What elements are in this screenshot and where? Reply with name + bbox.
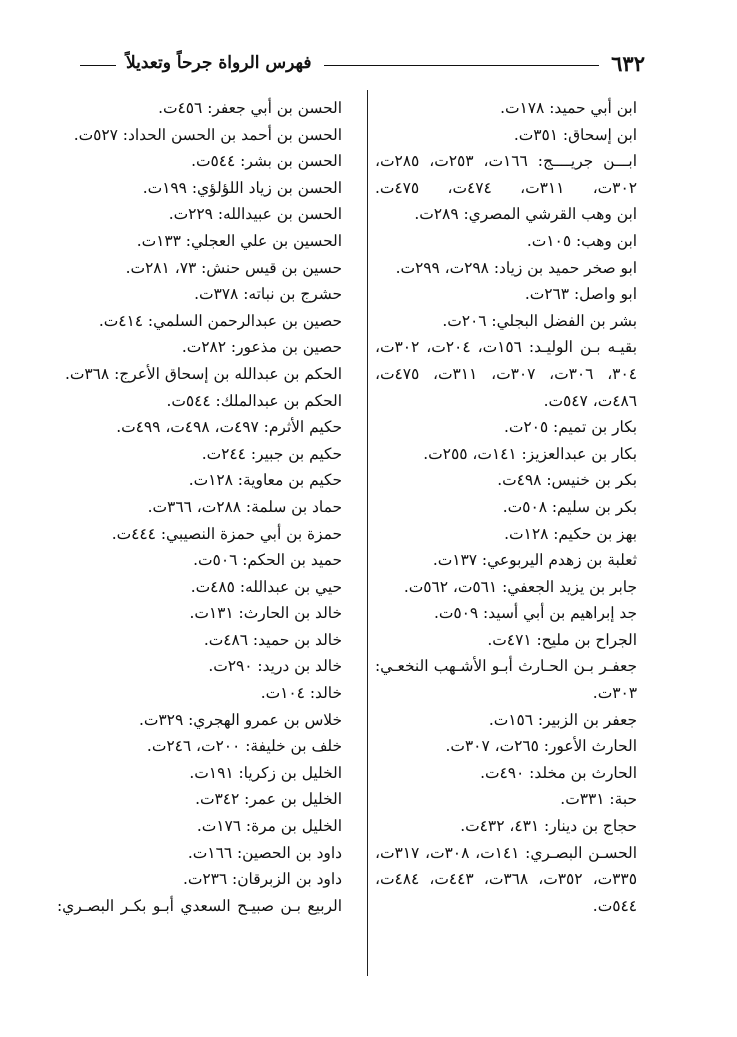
- index-entry: الحكم بن عبدالله بن إسحاق الأعرج: ٣٦٨ت.: [64, 364, 342, 383]
- index-entry: حشرج بن نباته: ٣٧٨ت.: [194, 285, 342, 304]
- index-entry: الخليل بن عمر: ٣٤٢ت.: [195, 790, 342, 809]
- index-entry: الحسن بن أبي جعفر: ٤٥٦ت.: [158, 99, 342, 117]
- page-number: ٦٣٢: [611, 50, 645, 76]
- index-entry: الحسن بن أحمد بن الحسن الحداد: ٥٢٧ت.: [73, 125, 342, 144]
- index-entry: الحارث الأعور: ٢٦٥ت، ٣٠٧ت.: [445, 737, 637, 756]
- index-entry: خالد: ١٠٤ت.: [260, 684, 342, 703]
- index-entry: ابن وهب: ١٠٥ت.: [526, 231, 637, 250]
- running-title: فهرس الرواة جرحاً وتعديلاً: [126, 53, 312, 73]
- index-entry: ثعلبة بن زهدم اليربوعي: ١٣٧ت.: [432, 551, 637, 570]
- index-entry: ٥٤٤ت.: [592, 896, 637, 915]
- index-entry: حماد بن سلمة: ٢٨٨ت، ٣٦٦ت.: [147, 497, 342, 516]
- index-entry: الجراح بن مليح: ٤٧١ت.: [487, 630, 637, 649]
- index-entry: الحكم بن عبدالملك: ٥٤٤ت.: [166, 391, 342, 410]
- index-entry: حمزة بن أبي حمزة النصيبي: ٤٤٤ت.: [111, 524, 342, 543]
- index-entry: الحسن بن بشر: ٥٤٤ت.: [191, 152, 342, 171]
- index-column-left: [57, 95, 342, 919]
- header-rule: [324, 65, 600, 66]
- index-entry: ابو واصل: ٢٦٣ت.: [524, 285, 637, 304]
- index-entry: الحارث بن مخلد: ٤٩٠ت.: [480, 763, 637, 782]
- index-entry: بقيـه بـن الوليـد: ١٥٦ت، ٢٠٤ت، ٣٠٢ت،: [375, 338, 637, 357]
- index-entry: خلاس بن عمرو الهجري: ٣٢٩ت.: [139, 710, 342, 729]
- index-entry: الحسن بن عبيدالله: ٢٢٩ت.: [168, 205, 342, 224]
- index-entry: بكار بن تميم: ٢٠٥ت.: [503, 418, 637, 437]
- index-entry: جابر بن يزيد الجعفي: ٥٦١ت، ٥٦٢ت.: [403, 577, 637, 596]
- index-column-right: [375, 95, 637, 919]
- index-entry: حكيم بن معاوية: ١٢٨ت.: [188, 471, 342, 490]
- index-entry: ٣٠٣ت.: [592, 684, 637, 703]
- index-entry: الخليل بن زكريا: ١٩١ت.: [189, 763, 342, 782]
- index-entry: بكار بن عبدالعزيز: ١٤١ت، ٢٥٥ت.: [423, 444, 637, 463]
- index-entry: حسين بن قيس حنش: ٧٣، ٢٨١ت.: [125, 258, 342, 277]
- index-entry: الخليل بن مرة: ١٧٦ت.: [196, 817, 342, 836]
- index-entry: خالد بن حميد: ٤٨٦ت.: [203, 630, 342, 649]
- index-entry: بهز بن حكيم: ١٢٨ت.: [504, 524, 637, 543]
- index-entry: داود بن الحصين: ١٦٦ت.: [187, 843, 342, 862]
- index-entry: ٤٨٦ت، ٥٤٧ت.: [543, 391, 637, 410]
- index-entry: جد إبراهيم بن أبي أسيد: ٥٠٩ت.: [433, 604, 637, 623]
- index-entry: ابن وهب القرشي المصري: ٢٨٩ت.: [414, 205, 637, 224]
- index-entry: ٣٣٥ت، ٣٥٢ت، ٣٦٨ت، ٤٤٣ت، ٤٨٤ت،: [375, 870, 637, 889]
- page-header: [80, 50, 645, 76]
- column-divider: [367, 90, 368, 976]
- index-entry: حميد بن الحكم: ٥٠٦ت.: [193, 551, 342, 570]
- index-entry: حكيم بن جبير: ٢٤٤ت.: [201, 444, 342, 463]
- index-entry: جعفر بن الزبير: ١٥٦ت.: [488, 710, 637, 729]
- index-entry: جعفـر بـن الحـارث أبـو الأشـهب النخعـي:: [375, 657, 637, 676]
- index-entry: ابن إسحاق: ٣٥١ت.: [513, 125, 637, 144]
- index-entry: حصين بن مذعور: ٢٨٢ت.: [181, 338, 342, 357]
- index-entry: ابـــن جريــــج: ١٦٦ت، ٢٥٣ت، ٢٨٥ت،: [375, 152, 637, 171]
- index-entry: خالد بن دريد: ٢٩٠ت.: [208, 657, 342, 676]
- index-entry: حكيم الأثرم: ٤٩٧ت، ٤٩٨ت، ٤٩٩ت.: [116, 418, 342, 437]
- index-entry: حجاج بن دينار: ٤٣١، ٤٣٢ت.: [460, 817, 637, 836]
- index-entry: الحسين بن علي العجلي: ١٣٣ت.: [136, 231, 342, 250]
- index-entry: ابن أبي حميد: ١٧٨ت.: [500, 99, 637, 117]
- index-entry: حيي بن عبدالله: ٤٨٥ت.: [190, 577, 342, 596]
- index-entry: بشر بن الفضل البجلي: ٢٠٦ت.: [442, 311, 637, 330]
- index-entry: خالد بن الحارث: ١٣١ت.: [189, 604, 342, 623]
- index-entry: خلف بن خليفة: ٢٠٠ت، ٢٤٦ت.: [146, 737, 342, 756]
- index-entry: الحسن بن زياد اللؤلؤي: ١٩٩ت.: [142, 178, 342, 197]
- index-entry: حبة: ٣٣١ت.: [560, 790, 637, 809]
- index-entry: داود بن الزبرقان: ٢٣٦ت.: [182, 870, 342, 889]
- index-entry: ٣٠٤، ٣٠٦ت، ٣٠٧ت، ٣١١ت، ٤٧٥ت،: [375, 364, 637, 383]
- index-entry: بكر بن سليم: ٥٠٨ت.: [502, 497, 637, 516]
- index-entry: حصين بن عبدالرحمن السلمي: ٤١٤ت.: [98, 311, 342, 330]
- header-rule-short: [80, 65, 116, 66]
- index-entry: الربيع بـن صبيـح السعدي أبـو بكـر البصـري:: [57, 896, 342, 915]
- index-entry: بكر بن خنيس: ٤٩٨ت.: [497, 471, 637, 490]
- index-entry: الحسـن البصـري: ١٤١ت، ٣٠٨ت، ٣١٧ت،: [375, 843, 637, 862]
- index-entry: ابو صخر حميد بن زياد: ٢٩٨ت، ٢٩٩ت.: [395, 258, 637, 277]
- index-entry: ٣٠٢ت، ٣١١ت، ٤٧٤ت، ٤٧٥ت.: [375, 178, 637, 197]
